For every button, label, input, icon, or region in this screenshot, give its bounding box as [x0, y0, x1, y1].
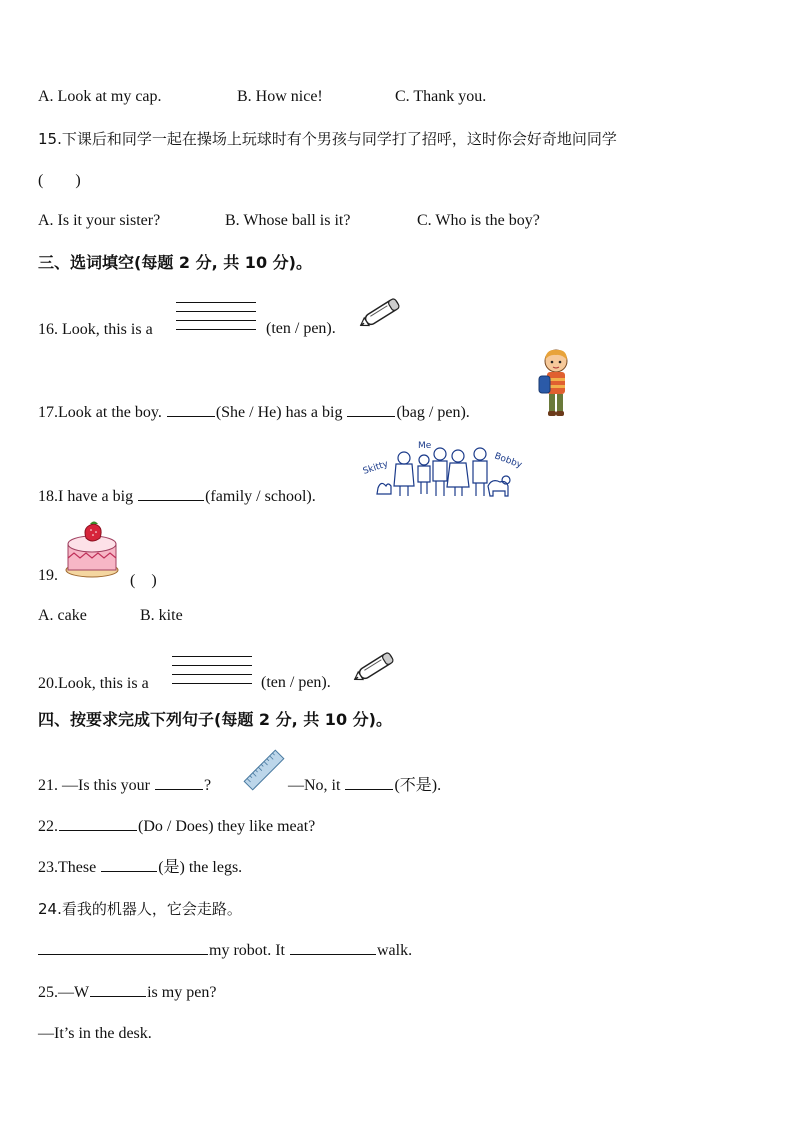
q23-line: [38, 858, 242, 878]
q20-handwriting-lines: [172, 656, 252, 686]
q15-stem: 15.下课后和同学一起在操场上玩球时有个男孩与同学打了招呼，这时你会好奇地问同学: [38, 130, 617, 148]
q16-line: [38, 320, 153, 340]
q21-line: [38, 776, 211, 796]
q25-answer: —It’s in the desk.: [38, 1025, 152, 1042]
q23-text-2: (是) the legs.: [158, 859, 243, 876]
q22-text: (Do / Does) they like meat?: [138, 818, 316, 835]
q25-blank: [90, 995, 146, 997]
cake-icon: [60, 518, 124, 580]
q20-text-before: 20.Look, this is a: [38, 675, 149, 692]
q15-option-b: B. Whose ball is it?: [225, 212, 351, 229]
q15-paren: ( ): [38, 172, 81, 189]
pen-icon-2: [350, 646, 404, 686]
q19-paren: ( ): [130, 572, 157, 589]
q18-text-1: 18.I have a big: [38, 488, 134, 505]
q22-blank: [59, 829, 137, 831]
q20-text-after: (ten / pen).: [261, 674, 331, 691]
q16-text-after: (ten / pen).: [266, 320, 336, 337]
q18-text-2: (family / school).: [205, 488, 316, 505]
q23-blank: [101, 870, 157, 872]
q17-blank-2: [347, 415, 395, 417]
q24-blank-1: [38, 953, 208, 955]
q14-option-c: C. Thank you.: [395, 88, 487, 105]
q21-text-2: ?: [204, 777, 212, 794]
q19-option-b: B. kite: [140, 607, 183, 624]
q21-text-1: 21. —Is this your: [38, 777, 150, 794]
q16-handwriting-lines: [176, 302, 256, 332]
label-me: Me: [418, 441, 432, 451]
q19-option-a: A. cake: [38, 607, 87, 624]
family-drawing-icon: [360, 436, 526, 502]
q21-blank-2: [345, 788, 393, 790]
q14-option-b: B. How nice!: [237, 88, 323, 105]
q24-text-2: walk.: [377, 942, 413, 959]
q22-line: [38, 817, 315, 837]
q17-text-3: (bag / pen).: [396, 404, 470, 421]
q17-text-2: (She / He) has a big: [215, 404, 343, 421]
q18-line: [38, 487, 316, 507]
q15-option-a: A. Is it your sister?: [38, 212, 161, 229]
q25-text-1: 25.—W: [38, 984, 90, 1001]
q16-text-before: 16. Look, this is a: [38, 321, 153, 338]
label-bobby: Bobby: [492, 451, 524, 471]
q19-number: 19.: [38, 567, 58, 584]
q24-answer-line: [38, 941, 412, 961]
q21-text-4: (不是).: [394, 777, 442, 794]
label-skitty: Skitty: [361, 459, 390, 477]
q25-text-2: is my pen?: [147, 984, 217, 1001]
q23-text-1: 23.These: [38, 859, 97, 876]
q20-line: [38, 674, 149, 694]
q15-option-c: C. Who is the boy?: [417, 212, 540, 229]
q17-line: [38, 403, 470, 423]
q22-number: 22.: [38, 818, 58, 835]
q17-text-1: 17.Look at the boy.: [38, 404, 162, 421]
ruler-icon: [240, 746, 288, 794]
q14-option-a: A. Look at my cap.: [38, 88, 162, 105]
q21-blank-1: [155, 788, 203, 790]
q25-line: [38, 983, 216, 1003]
q24-blank-2: [290, 953, 376, 955]
section-4-title: 四、按要求完成下列句子(每题 2 分, 共 10 分)。: [38, 710, 392, 729]
q21-answer-line: [288, 776, 441, 796]
boy-with-bag-icon: [536, 348, 576, 420]
section-3-title: 三、选词填空(每题 2 分, 共 10 分)。: [38, 253, 312, 272]
q18-blank: [138, 499, 204, 501]
q24-text-1: my robot. It: [209, 942, 285, 959]
q21-text-3: —No, it: [288, 777, 341, 794]
q24-stem: 24.看我的机器人，它会走路。: [38, 900, 242, 918]
pen-icon: [356, 292, 410, 332]
q17-blank-1: [167, 415, 215, 417]
